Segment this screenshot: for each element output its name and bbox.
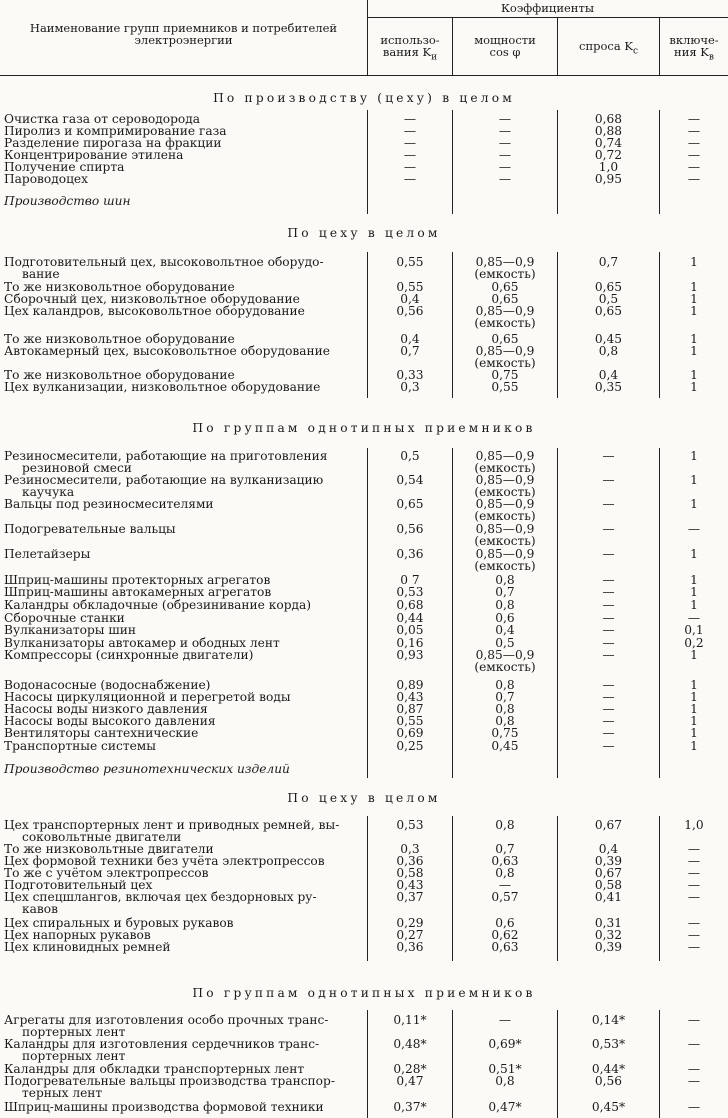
cell-kv: 1: [690, 380, 698, 394]
cell-cos: 0,85—0,9: [475, 304, 535, 318]
cell-cos: 0,8: [495, 598, 515, 612]
cell-kc: 0,4: [598, 368, 619, 382]
cell-kv: 1: [690, 449, 698, 463]
cell-kv: 1: [690, 344, 698, 358]
cell-ki: 0,16: [396, 636, 424, 650]
cell-kv: —: [687, 916, 701, 930]
cell-ki: 0,43: [396, 690, 424, 704]
section-title: По производству (цеху) в целом: [213, 91, 515, 105]
cell-cos: 0,6: [495, 611, 515, 625]
cell-kv: 1: [690, 497, 698, 511]
cell-kc: 0,68: [594, 112, 623, 126]
cell-kc: —: [602, 585, 615, 599]
row-name-cont: соковольтные двигатели: [22, 830, 182, 844]
cell-cos-note: (емкость): [474, 660, 536, 674]
cell-ki: 0 7: [400, 573, 420, 587]
row-name: Цех формовой техники без учёта электропрессов: [4, 854, 325, 868]
cell-ki: 0,4: [400, 292, 420, 306]
cell-cos: 0,55: [491, 380, 519, 394]
cell-kc: —: [602, 573, 615, 587]
cell-kv: —: [687, 136, 701, 150]
cell-kv: 1,0: [684, 818, 704, 832]
cell-kv: —: [687, 1037, 701, 1051]
cell-cos: 0,51*: [488, 1062, 522, 1076]
cell-kv: 1: [690, 585, 698, 599]
cell-ki: 0,36: [396, 547, 424, 561]
row-name: Транспортные системы: [4, 739, 156, 753]
row-name: Цех клиновидных ремней: [4, 940, 171, 954]
cell-ki: —: [403, 136, 417, 150]
cell-cos: 0,65: [491, 280, 519, 294]
cell-ki: 0,37: [396, 890, 424, 904]
row-name: Автокамерный цех, высоковольтное оборудование: [4, 344, 330, 358]
cell-kv: —: [687, 172, 701, 186]
cell-ki: 0,68: [396, 598, 424, 612]
cell-cos: 0,7: [495, 842, 515, 856]
cell-cos: 0,47*: [488, 1100, 522, 1114]
row-name: Цех напорных рукавов: [4, 928, 151, 942]
cell-ki: 0,5: [400, 449, 420, 463]
cell-kc: —: [602, 690, 615, 704]
cell-kv: —: [687, 928, 701, 942]
cell-ki: —: [403, 172, 417, 186]
cell-ki: 0,11*: [393, 1013, 427, 1027]
cell-kc: 0,31: [594, 916, 623, 930]
cell-cos: 0,8: [495, 573, 515, 587]
cell-cos: 0,85—0,9: [475, 648, 535, 662]
row-name-cont: портерных лент: [22, 1049, 126, 1063]
header-kc: спроса $K_с$: [579, 39, 638, 57]
cell-cos: 0,85—0,9: [475, 255, 535, 269]
row-name: Каландры для обкладки транспортерных лент: [4, 1062, 305, 1076]
header-coeffs-rule: [367, 17, 728, 18]
cell-cos: 0,65: [491, 292, 519, 306]
row-name: Шприц-машины производства формовой техники: [4, 1100, 324, 1114]
cell-kc: 0,65: [594, 280, 623, 294]
row-name: Компрессоры (синхронные двигатели): [4, 648, 254, 662]
row-name: Подогревательные вальцы производства транспор-: [4, 1074, 335, 1088]
cell-kc: —: [602, 522, 615, 536]
row-name: Концентрирование этилена: [4, 148, 184, 162]
cell-cos: 0,85—0,9: [475, 449, 535, 463]
cell-ki: —: [403, 112, 417, 126]
cell-ki: 0,56: [396, 522, 424, 536]
row-name: Цех каландров, высоковольтное оборудование: [4, 304, 305, 318]
cell-kc: —: [602, 497, 615, 511]
cell-cos: 0,5: [495, 636, 515, 650]
cell-kc: 0,95: [594, 172, 623, 186]
row-name: Подогревательные вальцы: [4, 522, 176, 536]
cell-kv: 1: [690, 678, 698, 692]
cell-ki: 0,69: [396, 726, 424, 740]
cell-kv: 1: [690, 280, 698, 294]
cell-ki: 0,3: [400, 380, 420, 394]
row-name-cont: кавов: [22, 902, 58, 916]
cell-ki: 0,65: [396, 497, 424, 511]
cell-kc: 0,39: [594, 940, 623, 954]
cell-ki: 0,43: [396, 878, 424, 892]
cell-kv: 1: [690, 332, 698, 346]
header-name-col: Наименование групп приемников и потребителей электроэнергии: [29, 21, 338, 47]
cell-cos: —: [498, 878, 512, 892]
cell-kc: —: [602, 648, 615, 662]
row-name: Пароводоцех: [4, 172, 88, 186]
cell-kc: 0,58: [594, 878, 623, 892]
cell-ki: 0,53: [396, 585, 424, 599]
cell-cos: 0,75: [491, 368, 519, 382]
cell-cos: 0,85—0,9: [475, 344, 535, 358]
cell-cos-note: (емкость): [474, 509, 536, 523]
subheading-tires: Производство шин: [4, 194, 131, 208]
cell-kv: 0,1: [684, 623, 704, 637]
cell-ki: 0,87: [396, 702, 424, 716]
cell-cos: 0,8: [495, 678, 515, 692]
row-name: Пелетайзеры: [4, 547, 91, 561]
cell-kc: —: [602, 678, 615, 692]
cell-kc: 0,32: [594, 928, 623, 942]
cell-cos-note: (емкость): [474, 559, 536, 573]
row-name: Вентиляторы сантехнические: [4, 726, 199, 740]
cell-kv: 1: [690, 292, 698, 306]
row-name: Очистка газа от сероводорода: [4, 112, 201, 126]
cell-ki: 0,4: [400, 332, 420, 346]
cell-cos: 0,57: [491, 890, 519, 904]
cell-kc: —: [602, 714, 615, 728]
cell-kv: 1: [690, 255, 698, 269]
row-name: Разделение пирогаза на фракции: [4, 136, 222, 150]
cell-cos: —: [498, 1013, 512, 1027]
cell-kc: 0,5: [598, 292, 619, 306]
row-name: То же с учётом электропрессов: [4, 866, 209, 880]
cell-kc: —: [602, 449, 615, 463]
cell-ki: —: [403, 160, 417, 174]
cell-kc: —: [602, 623, 615, 637]
cell-cos: 0,7: [495, 585, 515, 599]
cell-ki: 0,7: [400, 344, 420, 358]
cell-kv: 1: [690, 573, 698, 587]
cell-kc: 0,72: [594, 148, 623, 162]
cell-ki: 0,55: [396, 714, 424, 728]
cell-ki: 0,25: [396, 739, 424, 753]
row-name: Вальцы под резиносмесителями: [4, 497, 214, 511]
cell-cos: 0,63: [491, 854, 519, 868]
cell-kv: 1: [690, 368, 698, 382]
cell-cos: 0,85—0,9: [475, 522, 535, 536]
cell-kv: 1: [690, 690, 698, 704]
cell-kv: —: [687, 1100, 701, 1114]
row-name: То же низковольтные двигатели: [4, 842, 214, 856]
cell-ki: 0,44: [396, 611, 424, 625]
cell-ki: 0,56: [396, 304, 424, 318]
row-name: Насосы воды низкого давления: [4, 702, 208, 716]
cell-ki: 0,33: [396, 368, 424, 382]
cell-cos: 0,8: [495, 818, 515, 832]
cell-cos-note: (емкость): [474, 534, 536, 548]
row-name: Сборочные станки: [4, 611, 125, 625]
cell-kc: —: [602, 598, 615, 612]
section-title: По группам однотипных приемников: [192, 986, 536, 1000]
cell-kc: 0,53*: [591, 1037, 626, 1051]
cell-ki: 0,37*: [393, 1100, 427, 1114]
cell-kc: 1,0: [598, 160, 619, 174]
cell-cos: 0,75: [491, 726, 519, 740]
cell-kv: —: [687, 112, 701, 126]
cell-cos: 0,85—0,9: [475, 473, 535, 487]
cell-kv: —: [687, 611, 701, 625]
cell-cos: —: [498, 172, 512, 186]
row-name: Цех спиральных и буровых рукавов: [4, 916, 234, 930]
cell-kv: 0,2: [684, 636, 704, 650]
cell-ki: —: [403, 148, 417, 162]
cell-cos: —: [498, 112, 512, 126]
cell-ki: 0,47: [396, 1074, 424, 1088]
row-name: Вулканизаторы автокамер и ободных лент: [4, 636, 280, 650]
cell-kc: 0,67: [594, 866, 623, 880]
cell-kv: —: [687, 148, 701, 162]
header-ki: использо- вания $K_и$: [380, 33, 440, 63]
cell-kc: 0,74: [594, 136, 623, 150]
row-name-cont: вание: [22, 267, 60, 281]
section-title: По цеху в целом: [287, 791, 441, 805]
cell-kc: —: [602, 547, 615, 561]
cell-cos-note: (емкость): [474, 316, 536, 330]
cell-kc: 0,45: [594, 332, 623, 346]
row-name: Цех спецшлангов, включая цех бездорновых ру-: [4, 890, 317, 904]
cell-kc: —: [602, 473, 615, 487]
cell-ki: 0,58: [396, 866, 424, 880]
header-cos: мощности cos φ: [474, 33, 536, 59]
cell-ki: 0,28*: [393, 1062, 427, 1076]
cell-kv: 1: [690, 726, 698, 740]
cell-cos: 0,85—0,9: [475, 547, 535, 561]
cell-ki: 0,55: [396, 255, 424, 269]
cell-kv: —: [687, 866, 701, 880]
cell-kc: 0,7: [598, 255, 619, 269]
header-coeffs: Коэффициенты: [501, 1, 594, 15]
cell-kc: —: [602, 726, 615, 740]
cell-cos: 0,8: [495, 1074, 515, 1088]
cell-ki: 0,29: [396, 916, 424, 930]
cell-kc: —: [602, 636, 615, 650]
cell-ki: 0,05: [396, 623, 424, 637]
cell-ki: 0,27: [396, 928, 424, 942]
cell-kv: —: [687, 854, 701, 868]
row-name: Каландры обкладочные (обрезинивание корда): [4, 598, 312, 612]
row-name: Цех вулканизации, низковольтное оборудование: [4, 380, 321, 394]
cell-cos: 0,65: [491, 332, 519, 346]
cell-cos: 0,85—0,9: [475, 497, 535, 511]
row-name: Подготовительный цех: [4, 878, 153, 892]
cell-kv: —: [687, 878, 701, 892]
cell-cos: —: [498, 160, 512, 174]
cell-cos-note: (емкость): [474, 485, 536, 499]
cell-kc: 0,65: [594, 304, 623, 318]
cell-cos: 0,8: [495, 714, 515, 728]
row-name: Шприц-машины протекторных агрегатов: [4, 573, 271, 587]
header-kv: включе- ния $K_в$: [669, 33, 719, 63]
cell-ki: —: [403, 124, 417, 138]
cell-kv: —: [687, 160, 701, 174]
cell-kv: 1: [690, 648, 698, 662]
cell-kv: —: [687, 1062, 701, 1076]
row-name: Резиносмесители, работающие на вулканизацию: [4, 473, 324, 487]
row-name: Каландры для изготовления сердечников транс-: [4, 1037, 320, 1051]
cell-kc: 0,67: [594, 818, 623, 832]
cell-kv: —: [687, 124, 701, 138]
row-name: Вулканизаторы шин: [4, 623, 136, 637]
header-bottom-rule: [0, 75, 728, 76]
cell-cos: 0,62: [491, 928, 519, 942]
cell-kc: 0,41: [594, 890, 623, 904]
section-title: По группам однотипных приемников: [192, 421, 536, 435]
row-name: Пиролиз и компримирование газа: [4, 124, 227, 138]
row-name-cont: резиновой смеси: [22, 461, 132, 475]
cell-ki: 0,89: [396, 678, 424, 692]
cell-kc: 0,44*: [591, 1062, 626, 1076]
cell-kv: —: [687, 522, 701, 536]
cell-ki: 0,53: [396, 818, 424, 832]
cell-ki: 0,36: [396, 854, 424, 868]
cell-cos-note: (емкость): [474, 461, 536, 475]
cell-kc: —: [602, 702, 615, 716]
cell-kv: 1: [690, 739, 698, 753]
row-name: Насосы воды высокого давления: [4, 714, 216, 728]
cell-kc: 0,45*: [591, 1100, 626, 1114]
cell-ki: 0,93: [396, 648, 424, 662]
cell-cos: 0,4: [495, 623, 515, 637]
row-name-cont: портерных лент: [22, 1025, 126, 1039]
cell-cos-note: (емкость): [474, 356, 536, 370]
cell-kc: 0,56: [594, 1074, 623, 1088]
cell-kv: 1: [690, 598, 698, 612]
cell-kc: 0,35: [594, 380, 623, 394]
cell-kc: 0,4: [598, 842, 619, 856]
row-name: Сборочный цех, низковольтное оборудование: [4, 292, 300, 306]
row-name: Водонасосные (водоснабжение): [4, 678, 211, 692]
cell-kv: 1: [690, 714, 698, 728]
row-name: Резиносмесители, работающие на приготовления: [4, 449, 328, 463]
subheading-rti: Производство резинотехнических изделий: [4, 762, 290, 776]
row-name: Насосы циркуляционной и перегретой воды: [4, 690, 291, 704]
cell-kv: 1: [690, 473, 698, 487]
cell-kv: 1: [690, 702, 698, 716]
cell-kv: —: [687, 1013, 701, 1027]
cell-ki: 0,36: [396, 940, 424, 954]
cell-kc: 0,14*: [591, 1013, 626, 1027]
cell-kv: 1: [690, 304, 698, 318]
cell-cos: 0,8: [495, 702, 515, 716]
row-name: То же низковольтное оборудование: [4, 332, 235, 346]
cell-kv: 1: [690, 547, 698, 561]
cell-cos: 0,45: [491, 739, 519, 753]
section-title: По цеху в целом: [287, 226, 441, 240]
row-name-cont: терных лент: [22, 1086, 103, 1100]
cell-ki: 0,55: [396, 280, 424, 294]
row-name: Получение спирта: [4, 160, 125, 174]
cell-cos: 0,63: [491, 940, 519, 954]
cell-cos: 0,69*: [488, 1037, 522, 1051]
cell-cos: 0,7: [495, 690, 515, 704]
row-name-cont: каучука: [22, 485, 75, 499]
cell-cos: 0,6: [495, 916, 515, 930]
cell-kv: —: [687, 940, 701, 954]
cell-kc: —: [602, 739, 615, 753]
cell-cos: 0,8: [495, 866, 515, 880]
cell-kc: 0,8: [598, 344, 619, 358]
row-name: То же низковольтное оборудование: [4, 280, 235, 294]
cell-cos: —: [498, 124, 512, 138]
cell-ki: 0,54: [396, 473, 424, 487]
cell-kv: —: [687, 1074, 701, 1088]
row-name: Шприц-машины автокамерных агрегатов: [4, 585, 272, 599]
row-name: Цех транспортерных лент и приводных ремней, вы-: [4, 818, 340, 832]
cell-cos-note: (емкость): [474, 267, 536, 281]
cell-kc: 0,39: [594, 854, 623, 868]
cell-kc: 0,88: [594, 124, 623, 138]
row-name: То же низковольтное оборудование: [4, 368, 235, 382]
cell-kc: —: [602, 611, 615, 625]
cell-cos: —: [498, 136, 512, 150]
cell-ki: 0,48*: [393, 1037, 427, 1051]
cell-cos: —: [498, 148, 512, 162]
cell-ki: 0,3: [400, 842, 420, 856]
cell-kv: —: [687, 890, 701, 904]
row-name: Агрегаты для изготовления особо прочных транс-: [4, 1013, 329, 1027]
cell-kv: —: [687, 842, 701, 856]
row-name: Подготовительный цех, высоковольтное оборудо-: [4, 255, 324, 269]
